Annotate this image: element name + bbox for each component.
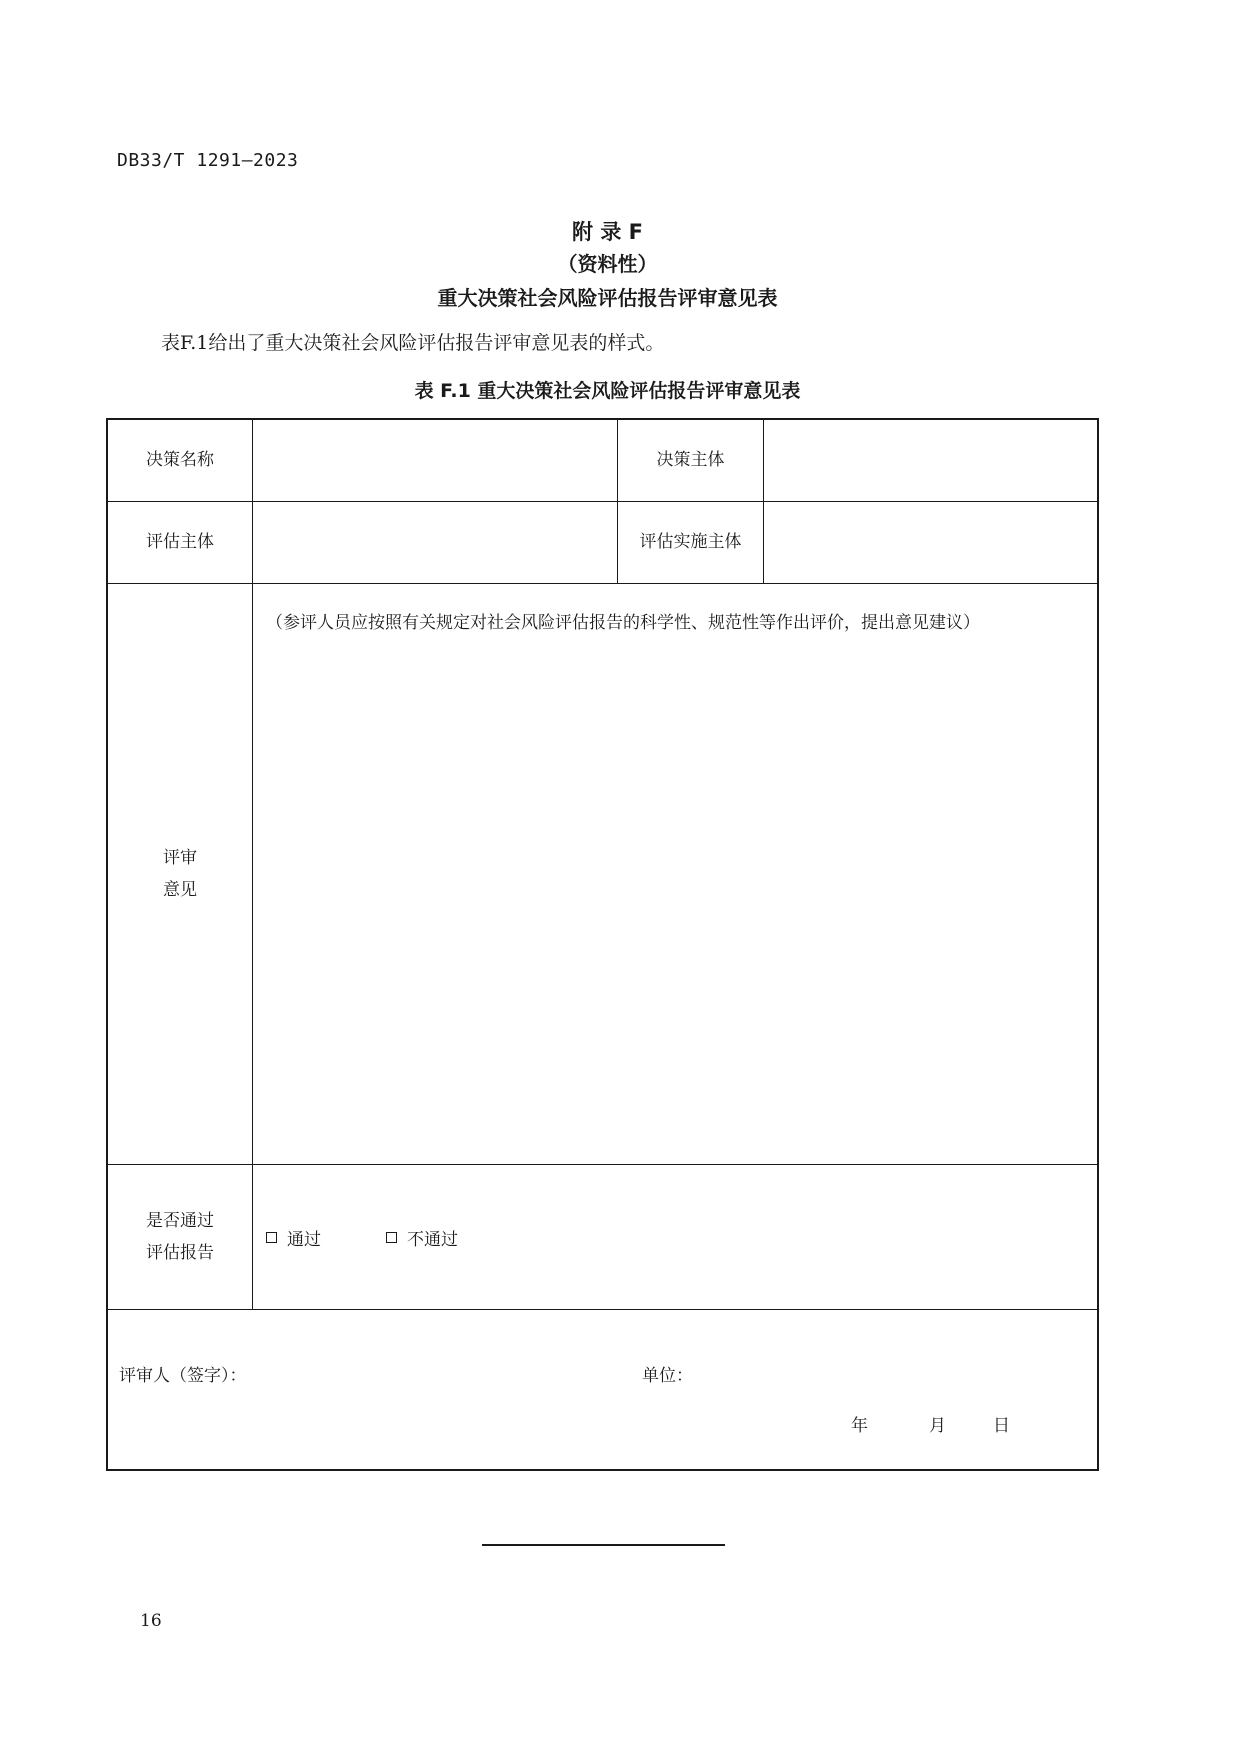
decision-name-field[interactable] xyxy=(254,420,616,501)
pass-report-label-line2: 评估报告 xyxy=(146,1243,214,1263)
date-day-label: 日 xyxy=(993,1416,1010,1436)
intro-paragraph: 表F.1给出了重大决策社会风险评估报告评审意见表的样式。 xyxy=(161,332,665,354)
appendix-title: 附 录 F xyxy=(572,220,643,244)
appendix-nature: （资料性） xyxy=(557,252,658,276)
column-divider xyxy=(252,420,253,1309)
appendix-name: 重大决策社会风险评估报告评审意见表 xyxy=(437,286,778,310)
assessment-subject-field[interactable] xyxy=(254,502,616,583)
column-divider xyxy=(763,420,764,583)
table-caption: 表 F.1 重大决策社会风险评估报告评审意见表 xyxy=(414,380,801,402)
review-opinion-label-line1: 评审 xyxy=(163,847,197,868)
review-opinion-guide: （参评人员应按照有关规定对社会风险评估报告的科学性、规范性等作出评价，提出意见建议） xyxy=(266,613,980,633)
review-opinion-field[interactable] xyxy=(254,635,1097,1163)
assessment-implementer-field[interactable] xyxy=(765,502,1097,583)
fail-option-label: 不通过 xyxy=(407,1230,458,1250)
decision-subject-label: 决策主体 xyxy=(656,450,725,471)
decision-name-label: 决策名称 xyxy=(146,450,214,471)
pass-report-label-line1: 是否通过 xyxy=(146,1210,214,1231)
row-divider xyxy=(108,1309,1097,1310)
review-opinion-label-line2: 意见 xyxy=(163,880,197,900)
page-number: 16 xyxy=(140,1611,162,1631)
fail-option[interactable] xyxy=(386,1225,458,1250)
assessment-subject-label: 评估主体 xyxy=(146,532,214,553)
reviewer-sign-label: 评审人（签字）： xyxy=(119,1366,247,1386)
row-divider xyxy=(108,1164,1097,1165)
row-divider xyxy=(108,583,1097,584)
date-year-label: 年 xyxy=(851,1416,868,1436)
decision-subject-field[interactable] xyxy=(765,420,1097,501)
pass-option-label: 通过 xyxy=(287,1230,321,1250)
standard-code: DB33/T 1291—2023 xyxy=(117,150,299,171)
unit-field[interactable] xyxy=(698,1350,1078,1390)
assessment-implementer-label: 评估实施主体 xyxy=(639,532,742,553)
review-opinion-form xyxy=(106,418,1099,1471)
pass-report-label xyxy=(108,1165,252,1309)
unit-label: 单位： xyxy=(642,1366,693,1386)
fail-checkbox[interactable] xyxy=(386,1232,397,1243)
pass-checkbox[interactable] xyxy=(266,1232,277,1243)
end-rule xyxy=(482,1544,725,1546)
date-month-label: 月 xyxy=(929,1416,946,1436)
pass-option[interactable] xyxy=(266,1225,321,1250)
review-opinion-label xyxy=(108,584,252,1164)
reviewer-sign-field[interactable] xyxy=(298,1350,598,1390)
